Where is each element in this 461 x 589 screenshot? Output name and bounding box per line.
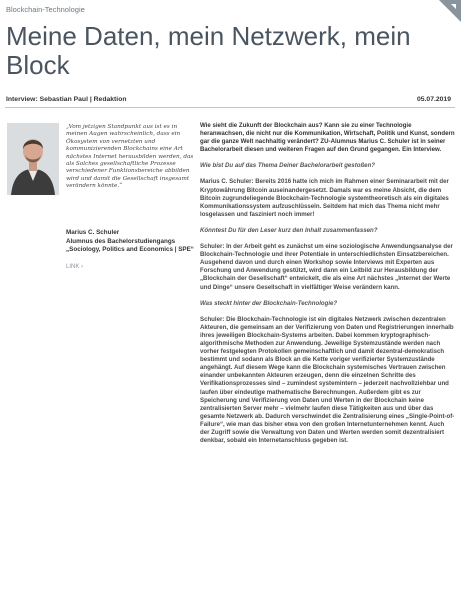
corner-ribbon-icon[interactable] <box>439 0 461 22</box>
pull-quote: „Vom jetzigen Standpunkt aus ist es in meinen Augen wahrscheinlich, dass ein Ökosystem von vernetzten und kommunizierenden Blockchains eine Art nächstes Internet herausbilden werden, das als Solches gesellschaftliche Prozesse verschiedener Funktionsbereiche abbilden wird und damit die Gesellschaft insgesamt verändern könnte.“ <box>66 124 194 190</box>
answer-1: Marius C. Schuler: Bereits 2016 hatte ich mich im Rahmen einer Seminararbeit mit der Kryptowährung Bitcoin auseinandergesetzt. Damals war es meine Absicht, die dem Bitcoin zugrundeliegende Blockchain-Technologie systemtheoretisch als ein digitales Kommunikationssystem aufzuschlüsseln. Seitdem hat mich das Thema nicht mehr losgelassen und fasziniert noch immer! <box>200 178 449 218</box>
author-photo <box>7 123 59 195</box>
answer-2: Schuler: In der Arbeit geht es zunächst um eine soziologische Anwendungsanalyse der Blockchain-Technologie und ihrer Potentiale in unterschiedlichsten Einsatzbereichen. Ausgehend davon und durch einen Workshop sowie Interviews mit Experten aus Forschung und Anwendung gestützt, wird dann ein Leitbild zur Herausbildung der „Blockchain der Gesellschaft“ entwickelt, die als eine Art nächstes „Internet der Werte und Dinge“ unsere Gesellschaft in vielfältiger Weise verändern kann. <box>200 243 453 291</box>
article-body <box>200 122 455 453</box>
question-2: Könntest Du für den Leser kurz den Inhalt zusammenfassen? <box>200 226 378 234</box>
answer-3: Schuler: Die Blockchain-Technologie ist ein digitales Netzwerk zwischen dezentralen Akteuren, die gemeinsam an der Verifizierung von Daten und Registrierungen innerhalb ihres jeweiligen Blockchain-Systems arbeiten. Dabei kommen kryptographisch-algorithmische Methoden zur Anwendung. Jeweilige Systemzustände werden nach vorher festgelegten Protokollen gemeinschaftlich und damit dezentral-demokratisch bestimmt und sodann als Block an die Kette voriger verifizierter Systemzustände angehängt. Auf diesem Wege kann die Blockchain systemisches Vertrauen zwischen einander unbekannten Akteuren erzeugen, denn die einzelnen Schritte des Verifikationsprozesses sind – zumindest systemintern – jederzeit nachvollziehbar und laufen über eindeutige mathematische Berechnungen. Außerdem gibt es zur Speicherung und Verifizierung von Daten und Werten in der Blockchain keine zentralisierten Server mehr – vielmehr laufen diese Tätigkeiten aus und über das gesamte Netzwerk ab. Dadurch verschwindet die Zentralisierung eines „Single-Point-of-Failure“, wie man das bisher etwa von den großen Internetunternehmen kennt. Auch der Zugriff sowie die Verwaltung von Daten und Werten werden somit dezentralisiert denkbar, sobald ein Internetanschluss gegeben ist. <box>200 315 455 445</box>
article-meta <box>5 96 455 106</box>
publish-date: 05.07.2019 <box>416 96 451 103</box>
divider <box>5 107 455 108</box>
author-name: Marius C. Schuler <box>66 229 120 236</box>
article-lead: Wie sieht die Zukunft der Blockchain aus? Kann sie zu einer Technologie heranwachsen, die nicht nur die Kommunikation, Wirtschaft, Politik und Kunst, sondern gar die ganze Welt nachhaltig verändert? ZU-Alumnus Marius C. Schuler ist in seiner Bachelorarbeit diesen und weiteren Fragen auf den Grund gegangen. Ein Interview. <box>200 122 455 154</box>
page-title: Meine Daten, mein Netzwerk, mein Block <box>6 21 411 80</box>
section-kicker: Blockchain-Technologie <box>6 5 85 14</box>
author-role: Alumnus des Bachelorstudiengangs „Sociology, Politics and Economics | SPE“ <box>66 238 194 253</box>
question-3: Was steckt hinter der Blockchain-Technologie? <box>200 299 338 307</box>
question-1: Wie bist Du auf das Thema Deiner Bachelorarbeit gestoßen? <box>200 162 376 170</box>
author-link[interactable]: LINK › <box>66 264 84 270</box>
interview-byline: Interview: Sebastian Paul | Redaktion <box>6 96 127 103</box>
person-portrait-icon <box>7 123 59 195</box>
